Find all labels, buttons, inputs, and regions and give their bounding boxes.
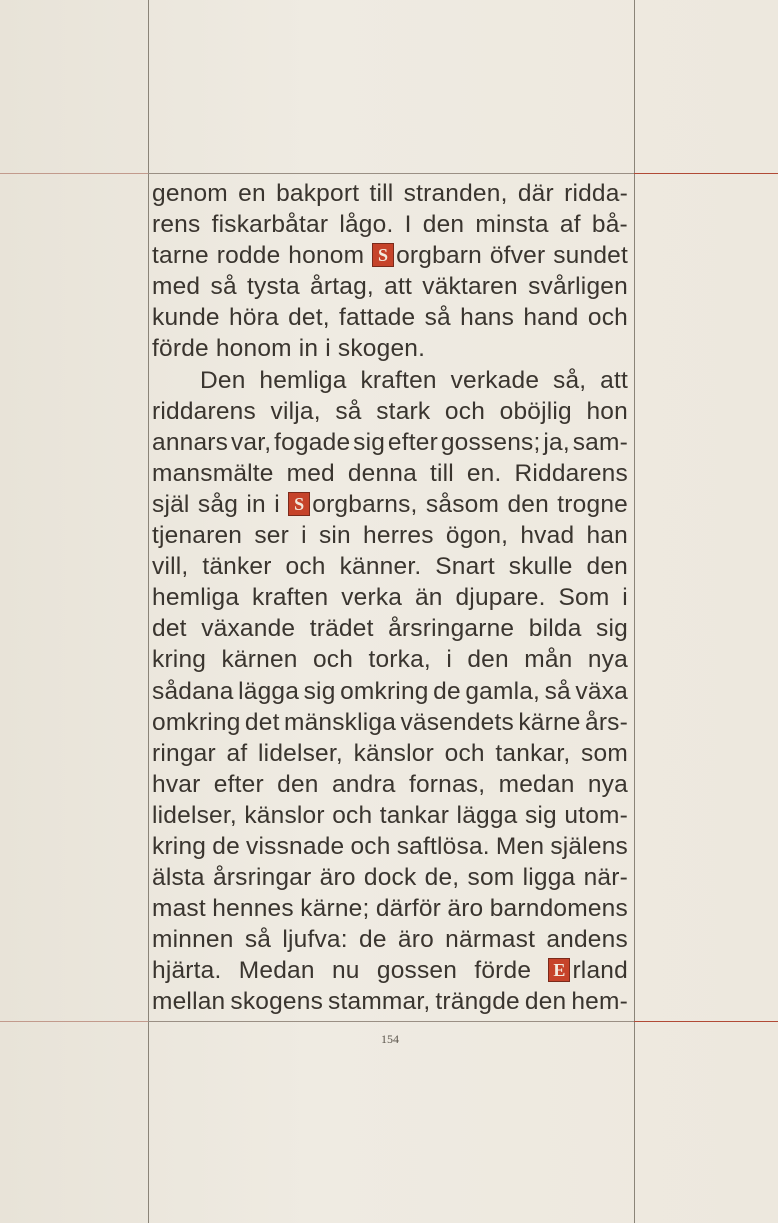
word: en.: [466, 459, 502, 487]
text-line: [152, 800, 628, 831]
word: Snart: [435, 553, 495, 581]
word: till: [429, 459, 454, 487]
word: höra: [229, 304, 279, 332]
word: utom-: [564, 801, 628, 829]
word: och: [332, 801, 373, 829]
word: själ: [152, 490, 190, 518]
word: hem-: [571, 988, 628, 1016]
word: hennes: [212, 895, 294, 923]
word: andra: [331, 770, 396, 798]
word: kunde: [152, 304, 220, 332]
word: sådana: [152, 677, 234, 705]
word: Riddarens: [514, 459, 628, 487]
word: årsringarne: [388, 615, 515, 643]
word: herres: [363, 522, 434, 550]
word: kärnen: [221, 646, 298, 674]
word: tysta: [247, 273, 300, 301]
word: förde: [152, 335, 209, 363]
word: minnen: [152, 926, 234, 954]
text-line: [152, 240, 628, 271]
word: annars: [152, 428, 229, 456]
word: kring: [152, 646, 207, 674]
word: dock: [363, 864, 417, 892]
word: nu: [331, 957, 360, 985]
word: en: [238, 180, 266, 207]
word: och: [444, 397, 486, 425]
text-line: [152, 831, 628, 862]
word: saftlösa.: [396, 832, 490, 860]
word: äro: [319, 864, 356, 892]
word: omkring: [152, 708, 241, 736]
word: minsta: [475, 211, 549, 239]
word: trängde: [435, 988, 520, 1016]
word: sig: [353, 428, 386, 456]
word: de,: [424, 864, 460, 892]
top-rule-left: [0, 173, 148, 174]
word: S orgbarns,: [288, 489, 417, 520]
text-line: [152, 676, 628, 707]
word: det: [152, 615, 187, 643]
word: de: [212, 832, 240, 860]
word: själens: [550, 832, 628, 860]
text-line: [152, 893, 628, 924]
word: ja,: [543, 428, 570, 456]
text-line: [152, 644, 628, 675]
word: var,: [230, 428, 272, 456]
word: bå-: [591, 211, 628, 239]
word: han: [586, 522, 628, 550]
word: stark: [376, 397, 431, 425]
word: öfver: [489, 242, 546, 270]
word: tänker: [202, 553, 272, 581]
text-line: [152, 333, 628, 364]
word: verka: [341, 584, 403, 612]
word: den: [277, 770, 319, 798]
word: årtag,: [310, 273, 374, 301]
word: de: [433, 677, 461, 705]
word: hjärta.: [152, 957, 222, 985]
decorated-initial-icon: S: [372, 243, 394, 267]
word: så,: [553, 366, 587, 394]
word: så: [544, 677, 571, 705]
word: Som: [558, 584, 610, 612]
word: hemliga: [152, 584, 240, 612]
text-line: [152, 738, 628, 769]
word: den: [422, 211, 465, 239]
word: såsom: [425, 490, 500, 518]
word: känslor: [353, 739, 434, 767]
word: skogens: [230, 988, 324, 1016]
word: och: [285, 553, 326, 581]
word: älsta: [152, 864, 205, 892]
bottom-rule-text: [148, 1021, 634, 1022]
decorated-initial-icon: S: [288, 492, 310, 516]
word: mån: [524, 646, 573, 674]
word: tjenaren: [152, 522, 243, 550]
word: riddarens: [152, 397, 256, 425]
word: den: [586, 553, 628, 581]
word: skulle: [508, 553, 573, 581]
word: så: [244, 926, 272, 954]
word: in: [246, 490, 266, 518]
word: det,: [288, 304, 330, 332]
word: ridda-: [564, 180, 628, 207]
word: lidelser,: [152, 801, 237, 829]
text-line: [152, 986, 628, 1017]
text-line: [152, 862, 628, 893]
word: rens: [152, 211, 201, 239]
word: när-: [583, 864, 628, 892]
word: där: [517, 180, 554, 207]
word: och: [312, 646, 354, 674]
word: väsendets: [400, 708, 514, 736]
word: torka,: [368, 646, 431, 674]
word: i: [301, 522, 307, 550]
word: sam-: [572, 428, 628, 456]
word: barndomens: [489, 895, 628, 923]
word: E rland: [548, 955, 627, 986]
word: honom: [215, 335, 292, 363]
word: Medan: [238, 957, 315, 985]
text-line: [152, 520, 628, 551]
text-line: [152, 551, 628, 582]
text-line: [152, 302, 628, 333]
word: gamla,: [465, 677, 541, 705]
word: verkade: [450, 366, 540, 394]
word: af: [559, 211, 581, 239]
word: vilja,: [270, 397, 321, 425]
word: den: [507, 490, 549, 518]
word: rodde: [216, 242, 281, 270]
word: årsringar: [212, 864, 312, 892]
word: hans: [460, 304, 515, 332]
word: nya: [587, 770, 628, 798]
word: lågo.: [339, 211, 394, 239]
word: lidelser,: [258, 739, 343, 767]
word: skogen.: [337, 335, 426, 363]
text-line: [152, 458, 628, 489]
word: känner.: [339, 553, 422, 581]
top-rule-text: [148, 173, 634, 174]
word: med: [286, 459, 335, 487]
word: växa: [575, 677, 628, 705]
word: trädet: [309, 615, 374, 643]
word: I: [404, 211, 412, 239]
text-line: [152, 489, 628, 520]
word: kraften: [360, 366, 437, 394]
word: denna: [347, 459, 417, 487]
word: hvar: [152, 770, 201, 798]
word: och: [350, 832, 391, 860]
word: äro: [397, 926, 434, 954]
word: tankar,: [495, 739, 571, 767]
word: mellan: [152, 988, 226, 1016]
word: gossens;: [440, 428, 541, 456]
word: ligga: [522, 864, 576, 892]
word: känslor: [244, 801, 325, 829]
page-number: 154: [381, 1032, 399, 1046]
word: så: [424, 304, 451, 332]
word: lägga: [238, 677, 300, 705]
word: kärne;: [300, 895, 370, 923]
word: äro: [447, 895, 484, 923]
text-line: [152, 955, 628, 986]
word: mast: [152, 895, 206, 923]
word: svårligen: [528, 273, 628, 301]
word: fiskarbåtar: [211, 211, 329, 239]
word: efter: [387, 428, 438, 456]
word: fogade: [274, 428, 351, 456]
word: vill,: [152, 553, 189, 581]
word: genom: [152, 180, 228, 207]
word: fattade: [339, 304, 416, 332]
word: stranden,: [403, 180, 508, 207]
word: efter: [213, 770, 264, 798]
text-line: [152, 209, 628, 240]
word: honom: [288, 242, 365, 270]
word: andens: [546, 926, 628, 954]
word: bilda: [528, 615, 582, 643]
word: mänskliga: [283, 708, 397, 736]
bottom-rule-right: [634, 1021, 778, 1022]
word: ögon,: [445, 522, 509, 550]
right-frame-rule: [634, 0, 635, 1223]
word: djupare.: [455, 584, 546, 612]
text-line: [152, 396, 628, 427]
word: som: [581, 739, 628, 767]
word: Men: [495, 832, 545, 860]
word: in: [298, 335, 319, 363]
word: ringar: [152, 739, 216, 767]
word: väktaren: [422, 273, 518, 301]
word: gossen: [376, 957, 458, 985]
word: sundet: [553, 242, 628, 270]
word: i: [325, 335, 331, 363]
word: att: [384, 273, 412, 301]
word: mansmälte: [152, 459, 274, 487]
word: lägga: [456, 801, 518, 829]
text-line: [152, 365, 628, 396]
word: hon: [586, 397, 628, 425]
word: de: [359, 926, 387, 954]
word: förde: [474, 957, 532, 985]
word: af: [226, 739, 248, 767]
word: så: [335, 397, 362, 425]
word: att: [600, 366, 628, 394]
text-line: [152, 178, 628, 209]
body-text: [152, 178, 628, 1018]
word: så: [210, 273, 237, 301]
word: hemliga: [259, 366, 347, 394]
word: till: [369, 180, 394, 207]
word: hand: [523, 304, 579, 332]
word: det: [244, 708, 280, 736]
word: stammar,: [328, 988, 431, 1016]
word: växande: [201, 615, 296, 643]
word: kring: [152, 832, 207, 860]
word: hvad: [520, 522, 575, 550]
text-line: [152, 427, 628, 458]
word: närmast: [445, 926, 536, 954]
word: års-: [585, 708, 628, 736]
bottom-rule-left: [0, 1021, 148, 1022]
word: omkring: [340, 677, 429, 705]
word: trogne: [557, 490, 628, 518]
word: vissnade: [246, 832, 345, 860]
word: fornas,: [408, 770, 486, 798]
text-line: [152, 707, 628, 738]
word: medan: [498, 770, 575, 798]
text-line: [152, 582, 628, 613]
word: sig: [596, 615, 628, 643]
word: tankar: [379, 801, 450, 829]
word: bakport: [276, 180, 360, 207]
word: därför: [375, 895, 442, 923]
word: med: [152, 273, 201, 301]
word: tarne: [152, 242, 209, 270]
word: sin: [318, 522, 351, 550]
word: såg: [197, 490, 239, 518]
top-rule-right: [634, 173, 778, 174]
word: i: [274, 490, 280, 518]
left-frame-rule: [148, 0, 149, 1223]
text-line: [152, 613, 628, 644]
word: sig: [524, 801, 557, 829]
text-line: [152, 924, 628, 955]
word: ljufva:: [282, 926, 348, 954]
word: än: [414, 584, 443, 612]
word: kraften: [252, 584, 329, 612]
word: oböjlig: [499, 397, 572, 425]
word: den: [467, 646, 509, 674]
word: S orgbarn: [372, 240, 482, 271]
word: som: [467, 864, 515, 892]
word: Den: [200, 366, 246, 394]
text-line: [152, 769, 628, 800]
word: i: [446, 646, 452, 674]
word: och: [587, 304, 628, 332]
word: ser: [254, 522, 289, 550]
word: den: [524, 988, 567, 1016]
word: nya: [587, 646, 628, 674]
decorated-initial-icon: E: [548, 958, 570, 982]
word: kärne: [518, 708, 581, 736]
word: i: [622, 584, 628, 612]
word: sig: [303, 677, 336, 705]
word: och: [444, 739, 485, 767]
text-line: [152, 271, 628, 302]
